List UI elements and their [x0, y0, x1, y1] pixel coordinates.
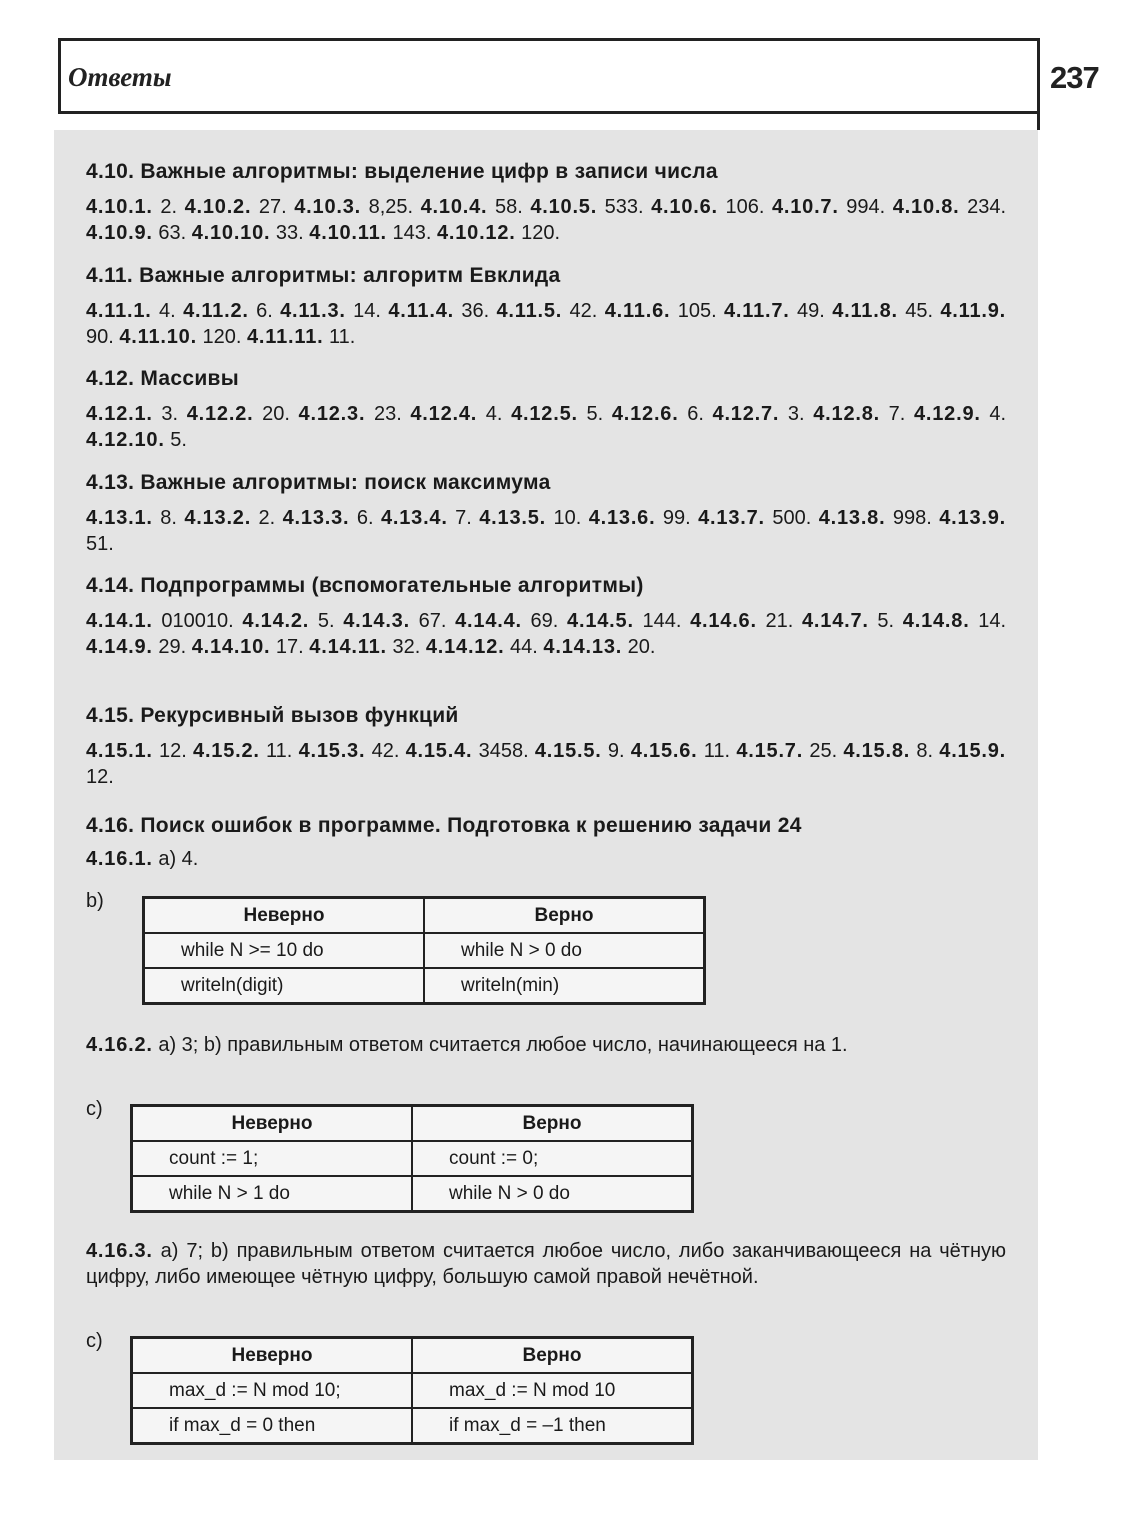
answer-number: 4.14.12. — [425, 636, 505, 658]
answer-value: 23. — [365, 403, 411, 425]
answer-value: 11. — [323, 326, 356, 348]
answer-value: 45. — [897, 300, 941, 322]
table-cell: while N > 0 do — [424, 933, 705, 968]
answer-number: 4.13.7. — [698, 507, 765, 529]
answer-number: 4.14.1. — [86, 610, 153, 632]
answer-4-16-3 — [86, 1238, 1006, 1290]
answer-number: 4.14.8. — [902, 610, 970, 632]
answers-panel — [54, 130, 1038, 1460]
section-4-15 — [86, 702, 1006, 790]
answer-value: 143. — [386, 222, 437, 244]
answer-value: 10. — [546, 507, 589, 529]
answer-number: 4.10.7. — [771, 196, 839, 218]
answer-value: 12. — [86, 766, 114, 788]
answer-value: 32. — [386, 636, 426, 658]
answer-list — [86, 194, 1006, 246]
answer-value: 8. — [910, 740, 940, 762]
answer-list — [86, 608, 1006, 660]
answer-number: 4.16.3. — [86, 1240, 153, 1262]
answer-number: 4.10.2. — [184, 196, 252, 218]
answer-number: 4.11.1. — [86, 300, 152, 322]
answer-number: 4.11.9. — [940, 300, 1007, 322]
answer-value: 5. — [868, 610, 903, 632]
answer-number: 4.14.4. — [455, 610, 522, 632]
answer-value: 9. — [601, 740, 631, 762]
answer-value: 58. — [487, 196, 531, 218]
answer-number: 4.12.8. — [813, 403, 881, 425]
answer-value: 5. — [164, 429, 187, 451]
answer-4-16-1 — [86, 846, 1006, 872]
table-cell: count := 1; — [132, 1141, 413, 1176]
answer-number: 4.14.9. — [86, 636, 153, 658]
section-4-11 — [86, 262, 1006, 350]
answer-number: 4.10.1. — [86, 196, 153, 218]
answer-number: 4.12.7. — [712, 403, 780, 425]
answer-number: 4.10.9. — [86, 222, 153, 244]
answer-value: a) 4. — [158, 848, 199, 870]
answer-value: 6. — [349, 507, 381, 529]
answer-number: 4.15.2. — [193, 740, 260, 762]
answer-value: 8,25. — [361, 196, 421, 218]
answer-number: 4.12.2. — [186, 403, 254, 425]
correction-table — [130, 1104, 694, 1213]
table-row — [132, 1408, 693, 1444]
answer-number: 4.12.1. — [86, 403, 153, 425]
answer-value: 533. — [597, 196, 652, 218]
answer-value: 010010. — [152, 610, 243, 632]
section-4-14 — [86, 572, 1006, 660]
answer-value: 234. — [959, 196, 1006, 218]
column-header: Верно — [412, 1338, 693, 1374]
answer-value: 4. — [477, 403, 512, 425]
section-4-13 — [86, 469, 1006, 557]
answer-value: 105. — [670, 300, 724, 322]
answer-number: 4.10.11. — [309, 222, 387, 244]
column-header: Неверно — [132, 1106, 413, 1142]
answer-value: a) 7; b) правильным ответом считается любое число, либо заканчивающееся на чётную цифру, либо имеющее чётную цифру, большую самой правой нечётной. — [86, 1240, 1007, 1288]
answer-number: 4.16.1. — [86, 848, 153, 870]
answer-4-16-3-block — [86, 1238, 1006, 1290]
answer-number: 4.11.7. — [724, 300, 790, 322]
table-row — [132, 1141, 693, 1176]
answer-number: 4.11.4. — [388, 300, 454, 322]
answer-number: 4.13.1. — [86, 507, 153, 529]
answer-value: 42. — [562, 300, 605, 322]
answer-number: 4.15.3. — [298, 740, 366, 762]
answer-number: 4.13.4. — [380, 507, 448, 529]
answer-value: 11. — [259, 740, 299, 762]
answer-number: 4.10.12. — [436, 222, 516, 244]
answer-number: 4.13.9. — [939, 507, 1007, 529]
answer-value: 42. — [365, 740, 406, 762]
answer-value: 20. — [622, 636, 656, 658]
column-header: Неверно — [144, 898, 425, 934]
answer-value: 99. — [655, 507, 699, 529]
table-cell: if max_d = –1 then — [412, 1408, 693, 1444]
answer-number: 4.13.3. — [282, 507, 350, 529]
answer-value: 500. — [764, 507, 819, 529]
answer-list — [86, 738, 1006, 790]
answer-number: 4.11.6. — [604, 300, 671, 322]
column-header: Верно — [424, 898, 705, 934]
answer-number: 4.14.2. — [242, 610, 310, 632]
answer-number: 4.10.5. — [530, 196, 598, 218]
table-cell: max_d := N mod 10 — [412, 1373, 693, 1408]
answer-number: 4.15.5. — [534, 740, 602, 762]
answer-value: 11. — [697, 740, 737, 762]
answer-number: 4.12.5. — [511, 403, 578, 425]
answer-value: 44. — [504, 636, 544, 658]
answer-number: 4.11.5. — [496, 300, 563, 322]
section-title: 4.16. Поиск ошибок в программе. Подготовка к решению задачи 24 — [86, 814, 802, 837]
table-header-row — [132, 1338, 693, 1374]
answer-value: 998. — [885, 507, 940, 529]
answer-number: 4.15.9. — [939, 740, 1007, 762]
answer-value: 49. — [789, 300, 833, 322]
answer-value: 5. — [309, 610, 344, 632]
answer-number: 4.13.5. — [479, 507, 547, 529]
answer-number: 4.15.1. — [86, 740, 153, 762]
section-4-16 — [86, 812, 1006, 872]
table-header-row — [144, 898, 705, 934]
answer-value: 120. — [515, 222, 561, 244]
table-row — [132, 1176, 693, 1212]
answer-number: 4.10.10. — [191, 222, 271, 244]
table-cell: while N >= 10 do — [144, 933, 425, 968]
answer-value: 21. — [756, 610, 802, 632]
answer-value: 27. — [251, 196, 295, 218]
answer-value: 3. — [152, 403, 187, 425]
page-number: 237 — [1050, 60, 1099, 95]
answer-value: 2. — [251, 507, 283, 529]
answer-value: 36. — [453, 300, 497, 322]
answer-number: 4.13.6. — [588, 507, 656, 529]
answer-value: 14. — [969, 610, 1007, 632]
answer-number: 4.15.4. — [405, 740, 473, 762]
answer-value: 3458. — [472, 740, 535, 762]
section-title: 4.12. Массивы — [86, 367, 239, 390]
answer-value: 12. — [152, 740, 194, 762]
answer-4-16-2-block — [86, 1032, 1006, 1058]
answer-number: 4.13.2. — [184, 507, 252, 529]
answer-number: 4.12.6. — [611, 403, 679, 425]
answer-value: 106. — [717, 196, 772, 218]
answer-value: 14. — [345, 300, 389, 322]
answer-value: 90. — [86, 326, 120, 348]
answer-number: 4.12.3. — [298, 403, 366, 425]
answer-value: 120. — [196, 326, 247, 348]
answer-number: 4.11.11. — [247, 326, 324, 348]
item-label: c) — [86, 1330, 103, 1352]
answer-number: 4.14.5. — [567, 610, 634, 632]
item-label: c) — [86, 1098, 103, 1120]
table-row — [144, 968, 705, 1004]
header-frame — [58, 38, 1040, 114]
answer-number: 4.14.11. — [309, 636, 387, 658]
answer-value: 4. — [151, 300, 184, 322]
answer-number: 4.11.3. — [280, 300, 346, 322]
answer-number: 4.11.2. — [183, 300, 249, 322]
answer-list — [86, 298, 1006, 350]
column-header: Неверно — [132, 1338, 413, 1374]
answer-value: 994. — [838, 196, 893, 218]
answer-4-16-2 — [86, 1032, 1006, 1058]
section-title: 4.15. Рекурсивный вызов функций — [86, 704, 459, 727]
table-cell: if max_d = 0 then — [132, 1408, 413, 1444]
page-title: Ответы — [68, 62, 172, 92]
table-cell: while N > 1 do — [132, 1176, 413, 1212]
answer-number: 4.14.13. — [543, 636, 623, 658]
correction-table — [142, 896, 706, 1005]
answer-value: 3. — [779, 403, 814, 425]
answer-list — [86, 401, 1006, 453]
answer-number: 4.10.8. — [892, 196, 960, 218]
answer-number: 4.12.4. — [410, 403, 478, 425]
answer-value: 5. — [577, 403, 612, 425]
answer-number: 4.10.6. — [651, 196, 718, 218]
section-4-12 — [86, 365, 1006, 453]
answer-value: 4. — [980, 403, 1007, 425]
answer-number: 4.14.3. — [343, 610, 410, 632]
answer-number: 4.10.4. — [420, 196, 488, 218]
table-row — [144, 933, 705, 968]
answer-value: 20. — [253, 403, 299, 425]
table-cell: writeln(digit) — [144, 968, 425, 1004]
section-title: 4.14. Подпрограммы (вспомогательные алгоритмы) — [86, 574, 644, 597]
answer-value: 29. — [152, 636, 192, 658]
section-4-10 — [86, 158, 1006, 246]
answer-number: 4.14.7. — [802, 610, 869, 632]
table-header-row — [132, 1106, 693, 1142]
answer-number: 4.13.8. — [818, 507, 886, 529]
table-row — [132, 1373, 693, 1408]
answer-value: a) 3; b) правильным ответом считается любое число, начинающееся на 1. — [158, 1034, 848, 1056]
column-header: Верно — [412, 1106, 693, 1142]
answer-list — [86, 505, 1006, 557]
answer-value: 67. — [409, 610, 456, 632]
divider — [1037, 108, 1040, 130]
answer-number: 4.16.2. — [86, 1034, 153, 1056]
answer-number: 4.11.8. — [832, 300, 898, 322]
table-cell: count := 0; — [412, 1141, 693, 1176]
answer-number: 4.11.10. — [119, 326, 197, 348]
answer-value: 63. — [152, 222, 192, 244]
answer-number: 4.14.10. — [191, 636, 271, 658]
answer-value: 6. — [248, 300, 281, 322]
answer-number: 4.15.7. — [736, 740, 804, 762]
table-cell: while N > 0 do — [412, 1176, 693, 1212]
answer-number: 4.14.6. — [690, 610, 757, 632]
answer-value: 17. — [270, 636, 310, 658]
item-label: b) — [86, 890, 104, 912]
answer-number: 4.10.3. — [294, 196, 362, 218]
section-title: 4.10. Важные алгоритмы: выделение цифр в записи числа — [86, 160, 718, 183]
table-cell: max_d := N mod 10; — [132, 1373, 413, 1408]
answer-value: 51. — [86, 533, 114, 555]
answer-value: 7. — [880, 403, 914, 425]
answer-value: 25. — [803, 740, 844, 762]
answer-number: 4.12.10. — [86, 429, 165, 451]
answer-value: 7. — [447, 507, 480, 529]
answer-value: 33. — [270, 222, 310, 244]
correction-table — [130, 1336, 694, 1445]
answer-value: 144. — [633, 610, 691, 632]
answer-value: 6. — [678, 403, 713, 425]
answer-number: 4.15.6. — [630, 740, 698, 762]
section-title: 4.11. Важные алгоритмы: алгоритм Евклида — [86, 264, 561, 287]
section-title: 4.13. Важные алгоритмы: поиск максимума — [86, 471, 551, 494]
answer-value: 2. — [152, 196, 185, 218]
table-cell: writeln(min) — [424, 968, 705, 1004]
answer-value: 69. — [521, 610, 568, 632]
answer-number: 4.15.8. — [843, 740, 911, 762]
answer-number: 4.12.9. — [913, 403, 981, 425]
answer-value: 8. — [152, 507, 185, 529]
